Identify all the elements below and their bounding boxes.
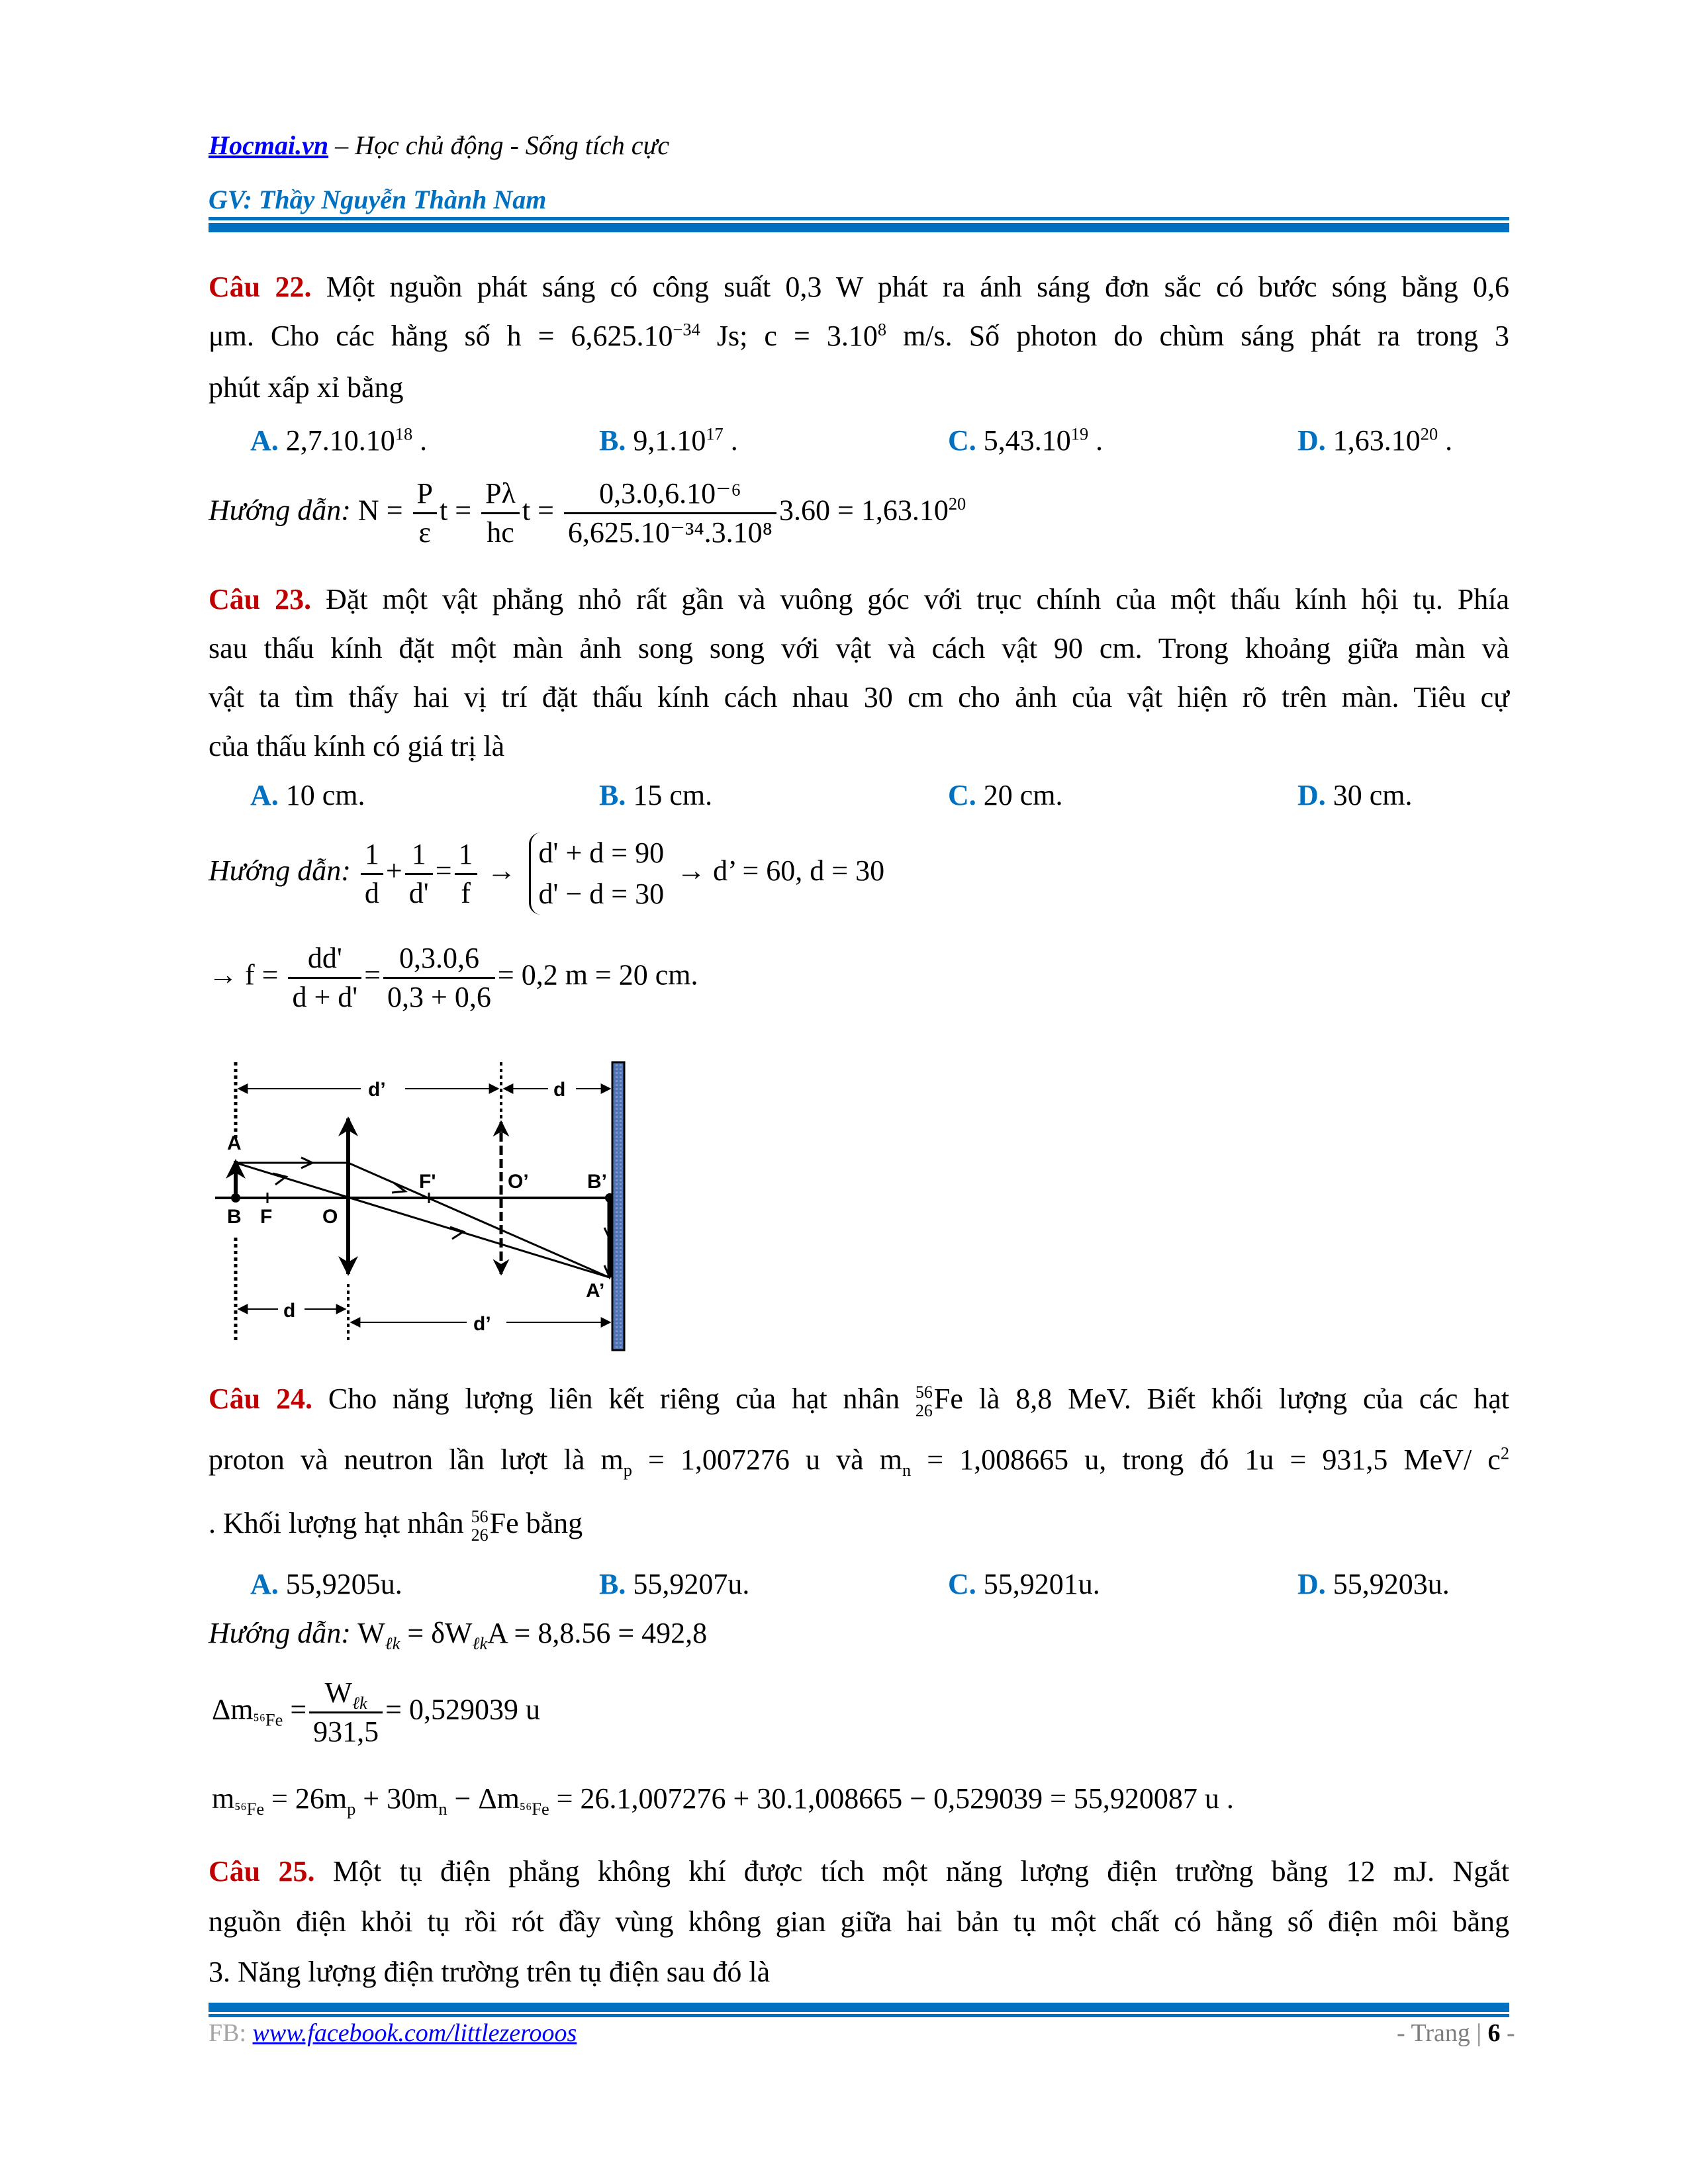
equation-system: d' + d = 90 d' − d = 30 (529, 833, 665, 915)
svg-text:F': F' (419, 1171, 436, 1193)
q24-option-a[interactable]: A. 55,9205u. (250, 1568, 402, 1600)
q22-line-3: phút xấp xỉ bằng (209, 371, 404, 404)
q24-guide-line-1: Hướng dẫn: $W_{\ell k} = \delta W_{\ell k}A = 8,8.56 = 492,8$ (209, 1617, 708, 1653)
q22-guide: Hướng dẫn: N = $\frac{P}{\varepsilon}$ t = $\frac{P\lambda}{hc}$ t = $\frac{\text{0,3.0,6.10⁻⁶}}{\text{6,625.10⁻³⁴.3.10⁸}}$ $3.60 = 1,63.10^{20}$ (209, 475, 966, 551)
q23-guide-line-2: → f = $\frac{dd'}{d + d'}$ = $\frac{0,3.0,6}{0,3 + 0,6}$ = 0,2 m = 20 cm. (209, 940, 698, 1016)
page-number: - Trang | 6 - (1397, 2019, 1515, 2047)
q24-option-d[interactable]: D. 55,9203u. (1297, 1568, 1450, 1600)
slogan: – Học chủ động - Sống tích cực (328, 130, 670, 160)
facebook-link[interactable]: www.facebook.com/littlezerooos (252, 2019, 577, 2047)
q25-line-3: 3. Năng lượng điện trường trên tụ điện sau đó là (209, 1956, 771, 1988)
svg-text:A: A (227, 1132, 242, 1154)
svg-text:A’: A’ (586, 1280, 605, 1302)
q23-line-2: sau thấu kính đặt một màn ảnh song song với vật và cách vật 90 cm. Trong khoảng giữa màn và (209, 632, 1509, 664)
q24-option-c[interactable]: C. 55,9201u. (948, 1568, 1100, 1600)
q25-line-2: nguồn điện khỏi tụ rồi rót đầy vùng không gian giữa hai bản tụ một chất có hằng số điện môi bằng (209, 1905, 1509, 1938)
q24-line-2: proton và neutron lần lượt là $m_p = 1,007276$ u và $m_n = 1,008665$ u, trong đó 1u = 931,5 MeV/ $c^2$ (209, 1443, 1510, 1480)
q23-option-d[interactable]: D. 30 cm. (1297, 779, 1413, 811)
q22-line-2: μm. Cho các hằng số $h = 6,625.10^{-34}$ Js; $c = 3.10^8$ m/s. Số photon do chùm sáng phát ra trong 3 (209, 319, 1509, 352)
svg-text:F: F (260, 1206, 273, 1228)
q23-guide-line-1: Hướng dẫn: $\frac{1}{d}$ + $\frac{1}{d'}$ = $\frac{1}{f}$ → d' + d = 90 d' − d = 30 → d’ = 60, d = 30 (209, 833, 884, 915)
site-header (209, 130, 669, 161)
q25-line-1: Câu 25. Một tụ điện phẳng không khí được tích một năng lượng điện trường bằng 12 mJ. Ngắt (209, 1855, 1509, 1888)
fraction: $\frac{P\lambda}{hc}$ (481, 475, 520, 551)
screen (612, 1062, 624, 1350)
brand-link[interactable]: Hocmai.vn (209, 130, 329, 160)
svg-text:d: d (283, 1300, 296, 1322)
q24-guide-line-2: $\Delta m_{^{56}Fe}$ = $\frac{W_{\ell k}}{931,5}$ = 0,529039 u (212, 1674, 540, 1751)
svg-text:O’: O’ (508, 1171, 529, 1193)
question-label: Câu 24. (209, 1383, 313, 1415)
fraction: $\frac{\text{0,3.0,6.10⁻⁶}}{\text{6,625.10⁻³⁴.3.10⁸}}$ (564, 475, 776, 551)
teacher-name: GV: Thầy Nguyễn Thành Nam (209, 185, 547, 214)
footer-divider-thin (209, 2014, 1509, 2017)
q23-option-b[interactable]: B. 15 cm. (599, 779, 713, 811)
q22-option-d[interactable]: D. 1,63.10$^{20}$ . (1297, 424, 1453, 457)
header-divider-thick (209, 223, 1509, 232)
q22-option-b[interactable]: B. 9,1.10$^{17}$ . (599, 424, 738, 457)
svg-text:d’: d’ (473, 1313, 491, 1335)
q23-line-4: của thấu kính có giá trị là (209, 730, 505, 762)
fraction: $\frac{P}{\varepsilon}$ (413, 475, 437, 551)
svg-text:B: B (227, 1206, 242, 1228)
q22-line-1: Câu 22. Một nguồn phát sáng có công suất 0,3 W phát ra ánh sáng đơn sắc có bước sóng bằng 0,6 (209, 271, 1509, 303)
svg-text:d: d (553, 1079, 566, 1101)
q24-line-1: Câu 24. Cho năng lượng liên kết riêng của hạt nhân 56 26 Fe là 8,8 MeV. Biết khối lượng của các hạt (209, 1382, 1509, 1420)
footer-fb: FB: www.facebook.com/littlezerooos (209, 2019, 577, 2047)
svg-text:B’: B’ (587, 1171, 607, 1193)
question-label: Câu 25. (209, 1855, 315, 1888)
question-label: Câu 23. (209, 583, 312, 615)
q22-option-a[interactable]: A. 2,7.10.10$^{18}$ . (250, 424, 428, 457)
q23-option-a[interactable]: A. 10 cm. (250, 779, 365, 811)
q23-line-3: vật ta tìm thấy hai vị trí đặt thấu kính cách nhau 30 cm cho ảnh của vật hiện rõ trên màn. Tiêu cự (209, 681, 1509, 713)
q24-option-b[interactable]: B. 55,9207u. (599, 1568, 750, 1600)
footer-divider-thick (209, 2003, 1509, 2012)
lens-diagram (205, 1046, 642, 1357)
svg-text:d’: d’ (368, 1079, 386, 1101)
q24-guide-line-3: $m_{^{56}Fe} = 26m_p + 30m_n - \Delta m_{^{56}Fe} = 26.1,007276 + 30.1,008665 - 0,529039 = 55,920087$ u . (212, 1782, 1234, 1819)
q24-line-3: . Khối lượng hạt nhân 56 26 Fe bằng (209, 1506, 583, 1545)
question-label: Câu 22. (209, 271, 312, 303)
isotope: 56 26 (915, 1382, 933, 1420)
q22-option-c[interactable]: C. 5,43.10$^{19}$ . (948, 424, 1103, 457)
q23-line-1: Câu 23. Đặt một vật phẳng nhỏ rất gần và vuông góc với trục chính của một thấu kính hội tụ. Phía (209, 583, 1509, 615)
svg-text:O: O (322, 1206, 338, 1228)
q23-option-c[interactable]: C. 20 cm. (948, 779, 1063, 811)
header-divider-thin (209, 217, 1509, 220)
